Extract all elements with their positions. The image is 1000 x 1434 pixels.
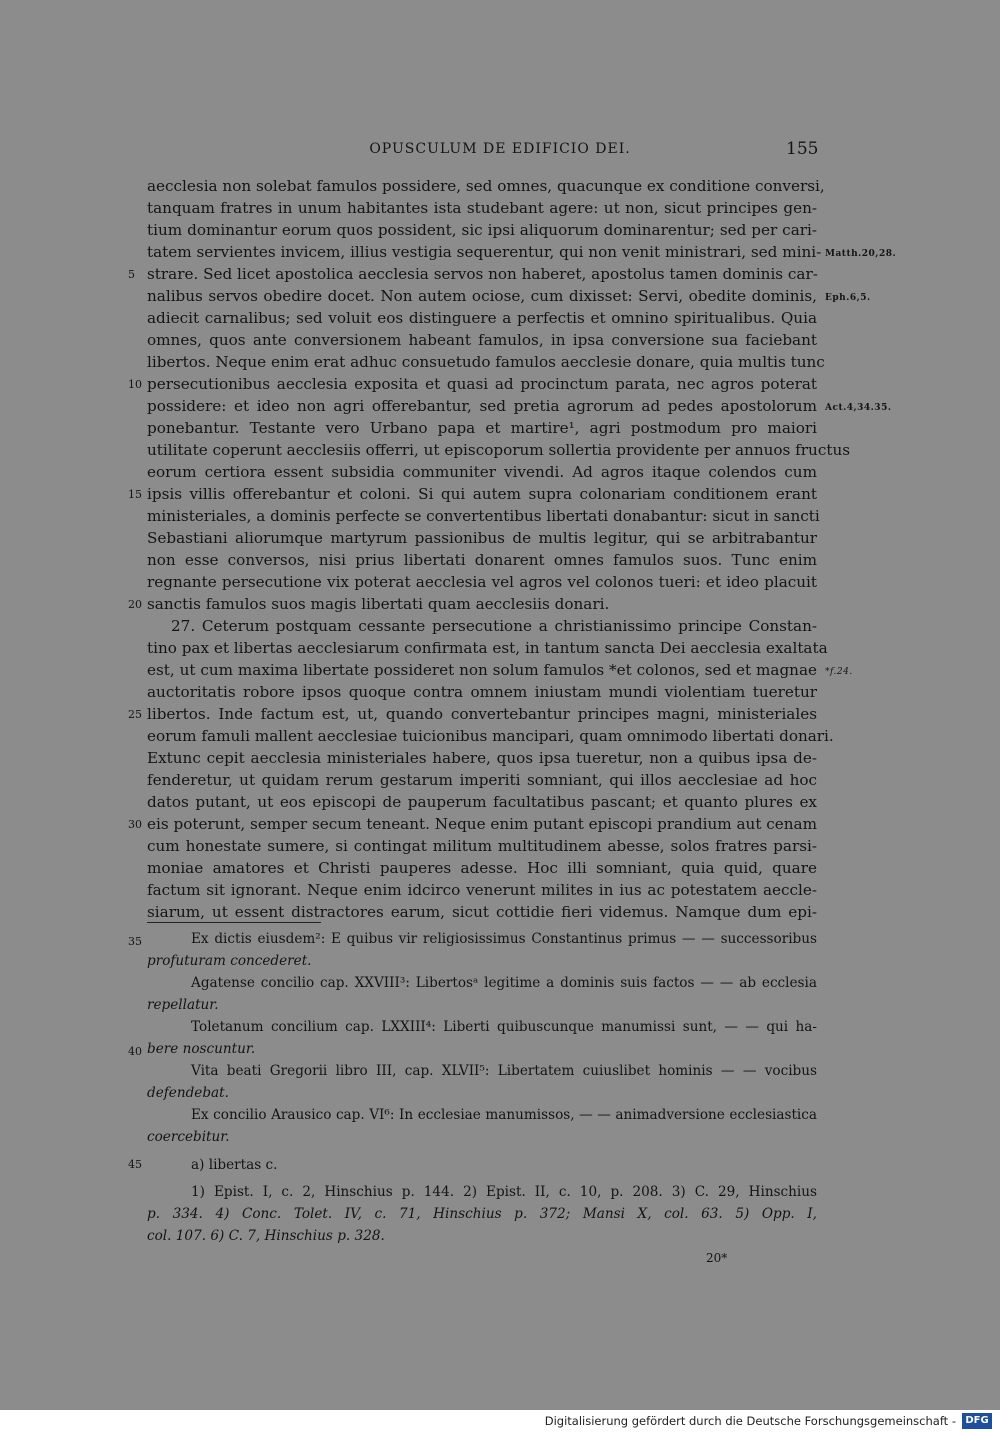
text-line: cum honestate sumere, si contingat militum multitudinem abesse, solos fratres parsi- xyxy=(147,837,817,855)
line-number: 25 xyxy=(128,708,142,721)
text-line: adiecit carnalibus; sed voluit eos distinguere a perfectis et omnino spiritualibus. Quia xyxy=(147,309,817,327)
text-line: omnes, quos ante conversionem habeant famulos, in ipsa conversione sua faciebant xyxy=(147,331,817,349)
text-line: tanquam fratres in unum habitantes ista studebant agere: ut non, sicut principes gen- xyxy=(147,199,817,217)
text-line: ministeriales, a dominis perfecte se convertentibus libertati donabantur: sicut in sancti xyxy=(147,507,820,525)
footnote-line: profuturam concederet. xyxy=(147,953,312,969)
line-number: 30 xyxy=(128,818,142,831)
text-line: non esse conversos, nisi prius libertati donarent omnes famulos suos. Tunc enim xyxy=(147,551,817,569)
reference-line: p. 334. 4) Conc. Tolet. IV, c. 71, Hinschius p. 372; Mansi X, col. 63. 5) Opp. I, xyxy=(147,1206,817,1222)
text-line: Sebastiani aliorumque martyrum passionibus de multis legitur, qui se arbitrabantur xyxy=(147,529,817,547)
text-line: libertos. Inde factum est, ut, quando convertebantur principes magni, ministeriales xyxy=(147,705,817,723)
text-line: strare. Sed licet apostolica aecclesia servos non haberet, apostolus tamen dominis car- xyxy=(147,265,818,283)
text-line: tino pax et libertas aecclesiarum confirmata est, in tantum sancta Dei aecclesia exaltata xyxy=(147,639,828,657)
text-line: 27. Ceterum postquam cessante persecutione a christianissimo principe Constan- xyxy=(171,617,817,635)
line-number: 5 xyxy=(128,268,135,281)
line-number: 15 xyxy=(128,488,142,501)
footnote-line: Vita beati Gregorii libro III, cap. XLVII⁵: Libertatem cuiuslibet hominis — — vocibus xyxy=(191,1063,817,1079)
text-line: possidere: et ideo non agri offerebantur, sed pretia agrorum ad pedes apostolorum xyxy=(147,397,817,415)
text-line: eorum certiora essent subsidia communiter vivendi. Ad agros itaque colendos cum xyxy=(147,463,817,481)
reference-line: 1) Epist. I, c. 2, Hinschius p. 144. 2) Epist. II, c. 10, p. 208. 3) C. 29, Hinschius xyxy=(191,1184,817,1200)
footnote-line: Ex dictis eiusdem²: E quibus vir religiosissimus Constantinus primus — — successoribus xyxy=(191,931,817,947)
text-line: ipsis villis offerebantur et coloni. Si qui autem supra colonariam conditionem erant xyxy=(147,485,817,503)
signature-mark: 20* xyxy=(706,1251,728,1265)
text-line: tium dominantur eorum quos possident, sic ipsi aliquorum dominarentur; sed per cari- xyxy=(147,221,817,239)
text-line: eorum famuli mallent aecclesiae tuicionibus mancipari, quam omnimodo libertati donari. xyxy=(147,727,834,745)
footnote-rule xyxy=(147,922,321,923)
footnote-line: Ex concilio Arausico cap. VI⁶: In ecclesiae manumissos, — — animadversione ecclesiastica xyxy=(191,1107,817,1123)
reference-line: col. 107. 6) C. 7, Hinschius p. 328. xyxy=(147,1228,385,1244)
page-number: 155 xyxy=(786,139,819,159)
line-number: 20 xyxy=(128,598,142,611)
footnote-line: Agatense concilio cap. XXVIII³: Libertosᵃ legitime a dominis suis factos — — ab ecclesia xyxy=(191,975,817,991)
text-line: nalibus servos obedire docet. Non autem ociose, cum dixisset: Servi, obedite dominis, xyxy=(147,287,817,305)
text-line: siarum, ut essent distractores earum, sicut cottidie fieri videmus. Namque dum epi- xyxy=(147,903,817,921)
dfg-logo: DFG xyxy=(962,1413,992,1429)
text-line: utilitate coperunt aecclesiis offerri, ut episcoporum sollertia providente per annuos fructus xyxy=(147,441,851,459)
text-line: moniae amatores et Christi pauperes adesse. Hoc illi somniant, quia quid, quare xyxy=(147,859,817,877)
text-line: tatem servientes invicem, illius vestigia sequerentur, qui non venit ministrari, sed mini- xyxy=(147,243,822,261)
margin-reference: Matth.20,28. xyxy=(825,249,897,259)
text-line: eis poterunt, semper secum teneant. Neque enim putant episcopi prandium aut cenam xyxy=(147,815,817,833)
margin-reference: Eph.6,5. xyxy=(825,293,871,303)
text-line: est, ut cum maxima libertate possideret non solum famulos *et colonos, sed et magnae xyxy=(147,661,817,679)
text-line: ponebantur. Testante vero Urbano papa et martire¹, agri postmodum pro maiori xyxy=(147,419,817,437)
text-line: fenderetur, ut quidam rerum gestarum imperiti somniant, qui illos aecclesiae ad hoc xyxy=(147,771,817,789)
text-line: factum sit ignorant. Neque enim idcirco venerunt milites in ius ac potestatem aeccle- xyxy=(147,881,817,899)
funding-notice: Digitalisierung gefördert durch die Deutsche Forschungsgemeinschaft - xyxy=(544,1414,956,1428)
running-title: OPUSCULUM DE EDIFICIO DEI. xyxy=(369,141,631,157)
text-line: auctoritatis robore ipsos quoque contra omnem iniustam mundi violentiam tueretur xyxy=(147,683,817,701)
text-line: persecutionibus aecclesia exposita et quasi ad procinctum parata, nec agros poterat xyxy=(147,375,817,393)
text-line: aecclesia non solebat famulos possidere, sed omnes, quacunque ex conditione conversi, xyxy=(147,177,825,195)
line-number: 40 xyxy=(128,1045,142,1058)
text-line: datos putant, ut eos episcopi de pauperum facultatibus pascant; et quanto plures ex xyxy=(147,793,817,811)
text-line: sanctis famulos suos magis libertati quam aecclesiis donari. xyxy=(147,595,610,613)
line-number: 35 xyxy=(128,935,142,948)
text-line: libertos. Neque enim erat adhuc consuetudo famulos aecclesie donare, quia multis tunc xyxy=(147,353,825,371)
margin-reference: *f.24. xyxy=(825,667,853,677)
text-line: Extunc cepit aecclesia ministeriales habere, quos ipsa tueretur, non a quibus ipsa de- xyxy=(147,749,817,767)
text-line: regnante persecutione vix poterat aecclesia vel agros vel colonos tueri: et ideo placuit xyxy=(147,573,817,591)
line-number: 10 xyxy=(128,378,142,391)
margin-reference: Act.4,34.35. xyxy=(825,403,892,413)
footnote-line: bere noscuntur. xyxy=(147,1041,256,1057)
variant-note: a) libertas c. xyxy=(191,1157,278,1173)
line-number: 45 xyxy=(128,1158,142,1171)
footnote-line: defendebat. xyxy=(147,1085,229,1101)
footnote-line: repellatur. xyxy=(147,997,219,1013)
footnote-line: coercebitur. xyxy=(147,1129,230,1145)
footnote-line: Toletanum concilium cap. LXXIII⁴: Liberti quibuscunque manumissi sunt, — — qui ha- xyxy=(191,1019,817,1035)
